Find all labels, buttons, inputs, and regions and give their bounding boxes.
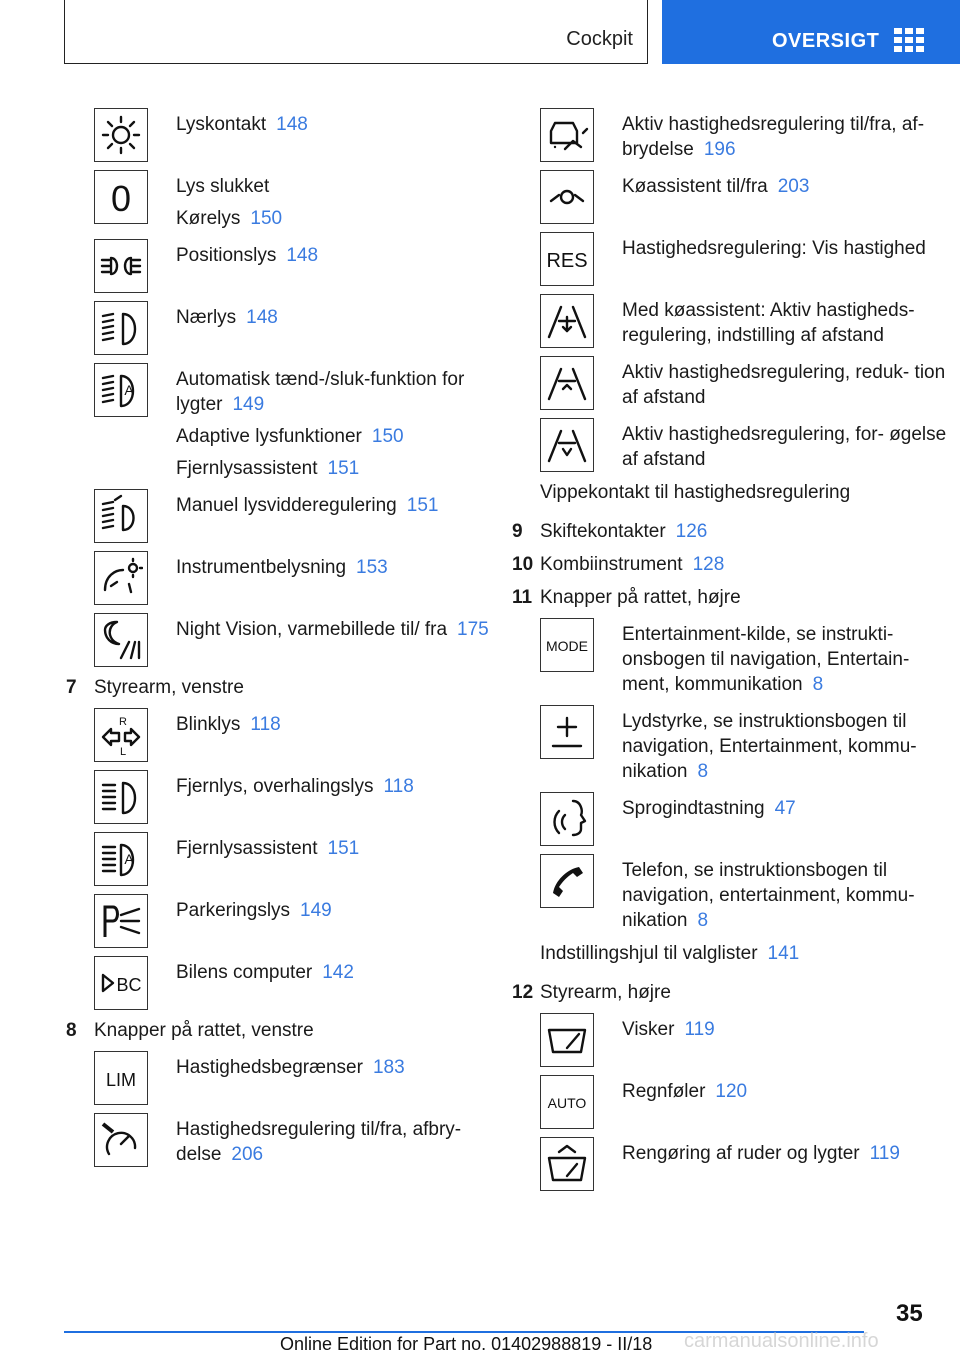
svg-text:R: R	[119, 716, 127, 728]
entry-label: Entertainment-kilde, se instrukti- onsbogen til navigation, Entertain- ment, kommunikation	[622, 624, 910, 695]
entry-line	[622, 174, 809, 199]
entry-line	[622, 1079, 747, 1104]
entry-text	[622, 618, 952, 697]
entry-text	[176, 894, 332, 923]
entry-line	[176, 456, 496, 481]
right-entries-c	[540, 1013, 952, 1191]
list-item	[94, 894, 496, 948]
right-entries-a	[540, 108, 952, 472]
page-ref[interactable]: 148	[276, 114, 308, 135]
left-entries-a	[94, 108, 496, 667]
entry-line	[622, 298, 952, 348]
entry-label: Nærlys	[176, 307, 237, 328]
list-item	[540, 108, 952, 162]
headlight-range-icon	[94, 489, 148, 543]
list-item	[94, 363, 496, 481]
entry-label: Automatisk tænd-/sluk-funktion for lygter	[176, 369, 465, 415]
distance-setting-icon	[540, 294, 594, 348]
entry-label: Kørelys	[176, 208, 241, 229]
entry-label: Hastighedsbegrænser	[176, 1057, 363, 1078]
entry-label: Lys slukket	[176, 176, 270, 197]
mode-icon	[540, 618, 594, 672]
edition-text: Online Edition for Part no. 01402988819 - II/18	[280, 1334, 653, 1354]
list-item	[94, 108, 496, 162]
distance-increase-icon	[540, 418, 594, 472]
entry-text	[622, 418, 952, 472]
traffic-jam-assist-icon	[540, 170, 594, 224]
entry-label: Visker	[622, 1019, 675, 1040]
auto-rain-sensor-icon	[540, 1075, 594, 1129]
entry-text	[176, 613, 489, 642]
entry-text	[622, 792, 796, 821]
entry-line	[176, 367, 496, 417]
page-number: 35	[896, 1300, 923, 1327]
entry-line	[176, 206, 282, 231]
entry-label: Med køassistent: Aktiv hastigheds- regulering, indstilling af afstand	[622, 300, 915, 346]
page-ref[interactable]: 175	[457, 619, 489, 640]
list-item	[540, 1137, 952, 1191]
entry-label: Telefon, se instruktionsbogen til navigation, entertainment, kommu- nikation	[622, 860, 915, 931]
header-bar	[64, 0, 648, 64]
entry-label: Adaptive lysfunktioner	[176, 426, 362, 447]
entry-text	[622, 232, 926, 261]
section-9-heading: 9 Skiftekontakter 126	[512, 521, 708, 542]
list-item	[94, 956, 496, 1010]
section-title: OVERSIGT	[772, 30, 880, 52]
right-entries-b	[540, 618, 952, 933]
entry-label: Regnføler	[622, 1081, 706, 1102]
entry-text	[622, 1013, 715, 1042]
entry-text	[176, 170, 282, 231]
svg-text:A: A	[124, 851, 134, 867]
entry-line	[176, 617, 489, 642]
page-ref[interactable]: 153	[356, 557, 388, 578]
entry-line	[176, 1117, 496, 1167]
section-11-heading: 11 Knapper på rattet, højre	[512, 587, 741, 608]
position-lights-icon	[94, 239, 148, 293]
entry-text	[176, 1051, 405, 1080]
list-item	[94, 170, 496, 231]
rocker-switch-text: Vippekontakt til hastighedsregulering	[540, 482, 851, 503]
list-item	[94, 832, 496, 886]
entry-line	[176, 243, 318, 268]
page-ref[interactable]: 203	[777, 176, 810, 197]
list-item	[540, 618, 952, 697]
page-ref[interactable]: 151	[327, 838, 360, 859]
entry-text	[622, 356, 952, 410]
entry-line	[176, 424, 496, 449]
low-beam-icon	[94, 301, 148, 355]
list-item	[94, 1051, 496, 1105]
svg-text:MODE: MODE	[546, 638, 588, 654]
page-ref[interactable]: 119	[684, 1019, 715, 1040]
page-ref[interactable]: 151	[327, 458, 360, 479]
page-ref[interactable]: 126	[675, 521, 708, 542]
active-cruise-icon	[540, 108, 594, 162]
page-ref[interactable]: 47	[774, 798, 796, 819]
list-item	[94, 708, 496, 762]
section-12-heading: 12 Styrearm, højre	[512, 982, 671, 1003]
svg-text:AUTO: AUTO	[547, 1095, 587, 1111]
svg-text:0: 0	[110, 178, 132, 219]
night-vision-icon	[94, 613, 148, 667]
entry-line	[176, 174, 282, 199]
entry-text	[176, 832, 359, 861]
entry-text	[622, 705, 952, 784]
entry-text	[176, 363, 496, 481]
list-item	[540, 232, 952, 286]
page-ref[interactable]: 149	[232, 394, 265, 415]
page-ref[interactable]: 142	[322, 962, 354, 983]
entry-line	[176, 898, 332, 923]
left-entries-c	[94, 1051, 496, 1167]
left-entries-b	[94, 708, 496, 1010]
page-ref[interactable]: 118	[383, 776, 414, 797]
high-beam-icon	[94, 770, 148, 824]
entry-text	[622, 108, 952, 162]
entry-label: Hastighedsregulering til/fra, afbry- delse	[176, 1119, 462, 1165]
entry-line	[622, 622, 952, 697]
entry-line	[622, 1141, 900, 1166]
entry-line	[176, 712, 281, 737]
entry-line	[176, 774, 414, 799]
entry-label: Køassistent til/fra	[622, 176, 768, 197]
entry-text	[176, 108, 308, 137]
entry-line	[176, 960, 354, 985]
grid-menu-icon[interactable]	[894, 28, 924, 54]
svg-text:BC: BC	[116, 975, 142, 995]
entry-text	[176, 239, 318, 268]
entry-label: Aktiv hastighedsregulering til/fra, af- brydelse	[622, 114, 925, 160]
entry-text	[176, 956, 354, 985]
res-icon	[540, 232, 594, 286]
watermark: carmanualsonline.info	[684, 1330, 879, 1352]
turn-signal-icon	[94, 708, 148, 762]
chapter-title: Cockpit	[566, 28, 633, 50]
light-switch-sun-icon	[94, 108, 148, 162]
entry-text	[176, 708, 281, 737]
parking-lights-icon	[94, 894, 148, 948]
thumbwheel-text: Indstillingshjul til valglister 141	[540, 943, 800, 964]
entry-text	[622, 170, 809, 199]
list-item	[94, 301, 496, 355]
entry-line	[622, 796, 796, 821]
entry-line	[176, 112, 308, 137]
svg-text:RES: RES	[546, 250, 588, 272]
entry-label: Parkeringslys	[176, 900, 291, 921]
lights-off-zero-icon	[94, 170, 148, 224]
page-ref[interactable]: 183	[372, 1057, 405, 1078]
entry-label: Blinklys	[176, 714, 241, 735]
svg-text:L: L	[119, 746, 127, 757]
list-item	[540, 170, 952, 224]
entry-label: Bilens computer	[176, 962, 313, 983]
wiper-icon	[540, 1013, 594, 1067]
entry-label: Lyskontakt	[176, 114, 267, 135]
washer-icon	[540, 1137, 594, 1191]
section-8-heading: 8 Knapper på rattet, venstre	[66, 1020, 314, 1041]
page-ref[interactable]: 148	[286, 245, 319, 266]
page-ref[interactable]: 151	[406, 495, 439, 516]
page-ref[interactable]: 8	[812, 674, 824, 695]
entry-text	[176, 489, 438, 518]
entry-text	[622, 1137, 900, 1166]
list-item	[540, 854, 952, 933]
section-7-heading: 7 Styrearm, venstre	[66, 677, 244, 698]
page-ref[interactable]: 8	[697, 910, 709, 931]
section-10-heading: 10 Kombiinstrument 128	[512, 554, 725, 575]
entry-line	[622, 1017, 715, 1042]
page-ref[interactable]: 148	[246, 307, 278, 328]
list-item	[540, 294, 952, 348]
speed-limiter-icon	[94, 1051, 148, 1105]
entry-text	[176, 551, 388, 580]
board-computer-icon	[94, 956, 148, 1010]
page-ref[interactable]: 8	[697, 761, 709, 782]
list-item	[94, 489, 496, 543]
svg-text:LIM: LIM	[105, 1070, 137, 1090]
entry-line	[622, 858, 952, 933]
entry-label: Fjernlys, overhalingslys	[176, 776, 374, 797]
entry-line	[622, 709, 952, 784]
list-item	[94, 551, 496, 605]
entry-text	[622, 1075, 747, 1104]
entry-label: Hastighedsregulering: Vis hastighed	[622, 238, 926, 259]
entry-line	[622, 360, 952, 410]
entry-line	[176, 1055, 405, 1080]
page-ref[interactable]: 150	[250, 208, 283, 229]
page-ref[interactable]: 206	[231, 1144, 264, 1165]
auto-headlight-icon	[94, 363, 148, 417]
svg-text:A: A	[124, 382, 134, 398]
entry-label: Fjernlysassistent	[176, 458, 318, 479]
list-item	[540, 705, 952, 784]
entry-line	[176, 555, 388, 580]
entry-line	[622, 422, 952, 472]
cruise-control-icon	[94, 1113, 148, 1167]
page-ref[interactable]: 149	[300, 900, 332, 921]
list-item	[94, 239, 496, 293]
list-item	[94, 1113, 496, 1167]
entry-label: Rengøring af ruder og lygter	[622, 1143, 860, 1164]
entry-text	[622, 294, 952, 348]
page-ref[interactable]: 128	[692, 554, 725, 575]
left-column	[66, 108, 496, 1175]
page-ref[interactable]: 196	[703, 139, 736, 160]
entry-line	[622, 236, 926, 261]
list-item	[540, 792, 952, 846]
distance-decrease-icon	[540, 356, 594, 410]
instrument-lighting-icon	[94, 551, 148, 605]
entry-label: Aktiv hastighedsregulering, reduk- tion af afstand	[622, 362, 946, 408]
entry-label: Manuel lysvidderegulering	[176, 495, 397, 516]
entry-line	[622, 112, 952, 162]
entry-line	[176, 305, 278, 330]
volume-icon	[540, 705, 594, 759]
list-item	[540, 418, 952, 472]
section-tab[interactable]	[662, 0, 960, 64]
voice-control-icon	[540, 792, 594, 846]
page-ref[interactable]: 141	[767, 943, 800, 964]
entry-label: Fjernlysassistent	[176, 838, 318, 859]
entry-text	[176, 1113, 496, 1167]
list-item	[94, 613, 496, 667]
right-column	[512, 108, 952, 1199]
entry-line	[176, 493, 438, 518]
entry-label: Aktiv hastighedsregulering, for- øgelse af afstand	[622, 424, 947, 470]
telephone-icon	[540, 854, 594, 908]
high-beam-assist-icon	[94, 832, 148, 886]
page-ref[interactable]: 150	[371, 426, 404, 447]
entry-label: Sprogindtastning	[622, 798, 765, 819]
entry-line	[176, 836, 359, 861]
page-ref[interactable]: 120	[715, 1081, 748, 1102]
list-item	[540, 356, 952, 410]
list-item	[540, 1075, 952, 1129]
entry-text	[176, 770, 414, 799]
list-item	[540, 1013, 952, 1067]
entry-text	[622, 854, 952, 933]
entry-text	[176, 301, 278, 330]
entry-label: Instrumentbelysning	[176, 557, 347, 578]
entry-label: Positionslys	[176, 245, 277, 266]
entry-label: Lydstyrke, se instruktionsbogen til navigation, Entertainment, kommu- nikation	[622, 711, 917, 782]
page-ref[interactable]: 119	[869, 1143, 900, 1164]
page-ref[interactable]: 118	[250, 714, 281, 735]
entry-label: Night Vision, varmebillede til/ fra	[176, 619, 448, 640]
list-item	[94, 770, 496, 824]
